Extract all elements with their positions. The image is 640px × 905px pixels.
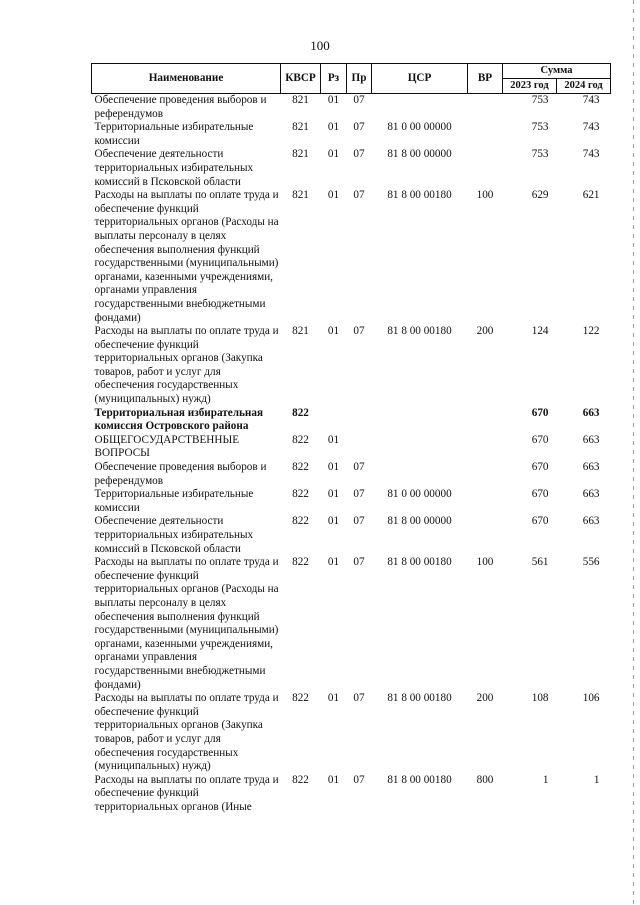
row-csr: 81 0 00 00000 [387,488,452,501]
row-rz: 01 [327,515,340,528]
row-sum-2023: 753 [531,121,549,134]
scan-edge-line [633,0,634,905]
table-header [92,64,611,94]
row-csr: 81 8 00 00180 [387,325,452,338]
row-vr [468,461,503,488]
row-sum-2024: 663 [582,488,600,501]
header-sum: Сумма [503,64,611,79]
row-rz: 01 [327,189,340,202]
row-pr: 07 [353,488,365,501]
row-kvsr: 822 [292,692,309,705]
row-pr: 07 [353,148,365,161]
row-pr: 07 [353,773,365,786]
row-kvsr: 822 [292,773,309,786]
table-body [92,94,611,815]
row-csr [372,461,468,488]
table-row [92,148,611,189]
row-name: Территориальные избирательные комиссии [94,488,254,514]
row-rz: 01 [327,325,340,338]
budget-table [91,63,611,814]
row-sum-2023: 124 [531,325,549,338]
row-name: Территориальная избирательная комиссия Островского района [94,406,264,433]
row-vr [468,121,503,148]
header-2023: 2023 год [503,79,557,94]
row-sum-2024: 663 [582,515,600,528]
table-row [92,94,611,122]
row-sum-2024: 743 [582,148,600,161]
table-row [92,434,611,461]
row-csr [372,434,468,461]
row-vr [468,148,503,189]
row-rz: 01 [327,692,340,705]
row-name: ОБЩЕГОСУДАРСТВЕННЫЕ ВОПРОСЫ [94,433,240,460]
row-rz: 01 [327,148,340,161]
row-name: Территориальные избирательные комиссии [94,121,254,147]
row-kvsr: 822 [292,433,309,446]
row-sum-2023: 629 [531,189,549,202]
table-row [92,515,611,556]
row-pr: 07 [353,325,365,338]
row-name: Обеспечение проведения выборов и референдумов [94,94,267,120]
table-row [92,407,611,434]
row-csr: 81 8 00 00180 [387,773,452,786]
table-row [92,189,611,325]
row-rz [321,407,347,434]
row-sum-2023: 108 [531,692,549,705]
row-vr [468,488,503,515]
row-name: Расходы на выплаты по оплате труда и обеспечение функций территориальных органов (Закупка товаров, работ и услуг для обеспечения государственных (муниципальных) нужд) [94,692,279,773]
row-csr: 81 8 00 00000 [387,515,452,528]
row-kvsr: 821 [292,121,309,134]
row-rz: 01 [327,94,340,106]
table-row [92,692,611,774]
row-sum-2023: 1 [542,773,549,786]
header-vr: ВР [468,64,503,94]
row-vr [468,94,503,122]
row-vr: 800 [476,773,494,786]
row-sum-2023: 670 [531,488,549,501]
row-name: Обеспечение проведения выборов и референдумов [94,461,267,487]
row-csr: 81 8 00 00180 [387,189,452,202]
row-pr: 07 [353,556,365,569]
row-name: Расходы на выплаты по оплате труда и обеспечение функций территориальных органов (Расходы на выплаты персоналу в целях обеспечения выполнения функций государственными (муниципальными) органами, казенными учреждениями, органами управления государственными внебюджетными фондами) [94,556,279,691]
row-kvsr: 822 [292,488,309,501]
row-sum-2024: 122 [582,325,600,338]
row-pr [347,407,372,434]
row-rz: 01 [327,121,340,134]
row-sum-2024: 743 [582,121,600,134]
row-sum-2024: 663 [582,406,600,419]
table-row [92,325,611,407]
row-name: Расходы на выплаты по оплате труда и обеспечение функций территориальных органов (Иные [94,773,279,813]
table-row [92,121,611,148]
row-kvsr: 821 [292,189,309,202]
header-rz: Рз [321,64,347,94]
header-csr: ЦСР [372,64,468,94]
row-csr: 81 8 00 00180 [387,692,452,705]
row-csr: 81 8 00 00000 [387,148,452,161]
row-sum-2023: 670 [531,515,549,528]
row-name: Обеспечение деятельности территориальных избирательных комиссий в Псковской области [94,148,254,188]
row-pr: 07 [353,189,365,202]
header-name: Наименование [92,64,281,94]
row-vr [468,407,503,434]
row-sum-2023: 753 [531,94,549,106]
row-rz: 01 [327,461,340,474]
row-csr [372,94,468,122]
row-vr: 200 [476,325,494,338]
table-row [92,556,611,692]
row-name: Расходы на выплаты по оплате труда и обеспечение функций территориальных органов (Закупка товаров, работ и услуг для обеспечения государственных (муниципальных) нужд) [94,325,279,406]
row-name: Обеспечение деятельности территориальных избирательных комиссий в Псковской области [94,515,254,555]
row-kvsr: 822 [292,461,309,474]
row-rz: 01 [327,773,340,786]
row-sum-2024: 106 [582,692,600,705]
table-row [92,774,611,815]
row-pr: 07 [353,461,365,474]
row-vr [468,515,503,556]
row-rz: 01 [327,556,340,569]
header-kvsr: КВСР [281,64,321,94]
row-pr: 07 [353,515,365,528]
row-pr [347,434,372,461]
row-sum-2024: 743 [582,94,600,106]
row-kvsr: 821 [292,148,309,161]
row-vr: 200 [476,692,494,705]
row-sum-2023: 670 [531,406,549,419]
row-sum-2023: 670 [531,433,549,446]
page-number: 100 [310,38,330,53]
row-sum-2024: 621 [582,189,600,202]
row-sum-2024: 1 [593,773,600,786]
row-csr [372,407,468,434]
row-kvsr: 822 [292,556,309,569]
row-kvsr: 822 [292,406,309,419]
row-sum-2023: 561 [531,556,549,569]
row-sum-2024: 556 [582,556,600,569]
row-rz: 01 [327,488,340,501]
table-row [92,488,611,515]
header-pr: Пр [347,64,372,94]
row-vr: 100 [476,556,494,569]
row-vr: 100 [476,189,494,202]
row-sum-2024: 663 [582,433,600,446]
row-pr: 07 [353,94,365,106]
row-csr: 81 0 00 00000 [387,121,452,134]
table-row [92,461,611,488]
row-sum-2023: 670 [531,461,549,474]
row-pr: 07 [353,692,365,705]
row-name: Расходы на выплаты по оплате труда и обеспечение функций территориальных органов (Расходы на выплаты персоналу в целях обеспечения выполнения функций государственными (муниципальными) органами, казенными учреждениями, органами управления государственными внебюджетными фондами) [94,189,279,324]
row-vr [468,434,503,461]
row-kvsr: 822 [292,515,309,528]
row-rz: 01 [327,433,340,446]
row-sum-2024: 663 [582,461,600,474]
row-pr: 07 [353,121,365,134]
row-kvsr: 821 [292,94,309,106]
header-2024: 2024 год [557,79,611,94]
row-csr: 81 8 00 00180 [387,556,452,569]
row-sum-2023: 753 [531,148,549,161]
row-kvsr: 821 [292,325,309,338]
